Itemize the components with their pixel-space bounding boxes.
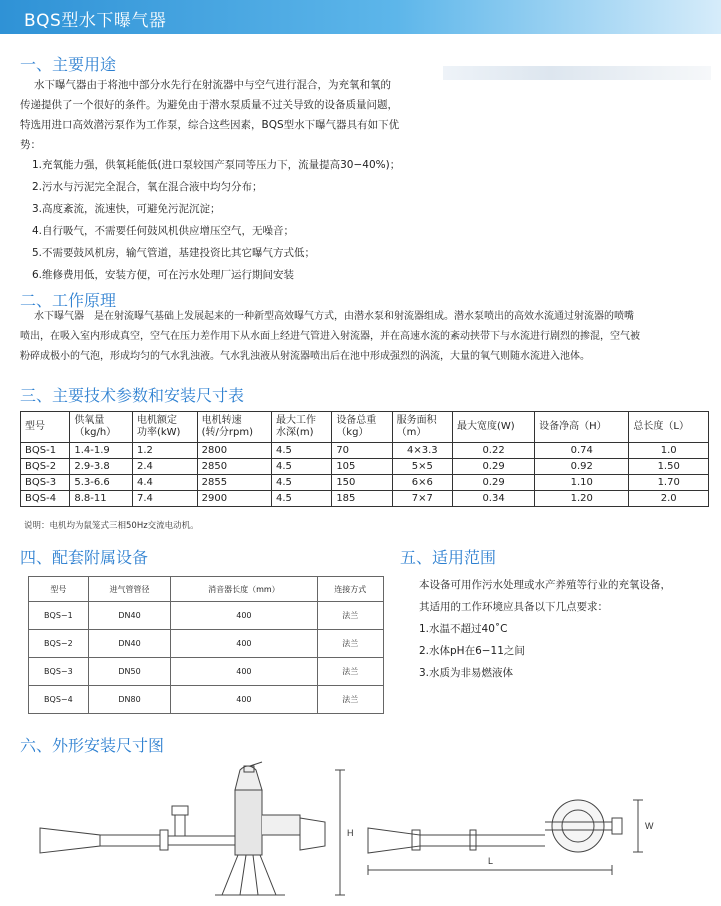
paragraph-line: 特选用进口高效潜污泵作为工作泵，综合这些因素，BQS型水下曝气器具有如下优 bbox=[20, 119, 400, 131]
paragraph-line: 势： bbox=[20, 139, 41, 151]
table-row: BQS−3 DN50 400 法兰 bbox=[29, 658, 384, 686]
list-item: 1.充氧能力强，供氧耗能低(进口泵较国产泵同等压力下，流量提高30−40%)； bbox=[32, 159, 401, 171]
tech-params-table bbox=[20, 411, 709, 507]
section1-heading: 一、主要用途 bbox=[20, 55, 117, 74]
list-item: 5.不需要鼓风机房，输气管道，基建投资比其它曝气方式低； bbox=[32, 247, 316, 259]
pump-top-view bbox=[552, 800, 604, 852]
table-row: BQS−2 DN40 400 法兰 bbox=[29, 630, 384, 658]
title-bar bbox=[0, 0, 721, 34]
list-item: 2.污水与污泥完全混合，氧在混合液中均匀分布； bbox=[32, 181, 263, 193]
table-row: BQS-1 1.4-1.9 1.2 2800 4.5 70 4×3.3 0.22 0.74 1.0 bbox=[21, 443, 709, 459]
paragraph-line: 其适用的工作环境应具备以下几点要求： bbox=[419, 601, 608, 613]
paragraph-line: 喷出，在吸入室内形成真空，空气在压力差作用下从水面上经进气管进入射流器，并在高速水流的紊动挟带下与水流进行剧烈的掺混，空气被 bbox=[20, 331, 640, 342]
header-cell: 最大工作 水深(m) bbox=[271, 412, 331, 443]
list-item: 2.水体pH在6−11之间 bbox=[419, 645, 525, 657]
list-item: 3.高度紊流，流速快，可避免污泥沉淀； bbox=[32, 203, 221, 215]
header-cell: 设备总重 （kg） bbox=[332, 412, 392, 443]
paragraph-line: 本设备可用作污水处理或水产养殖等行业的充氧设备， bbox=[419, 579, 671, 591]
header-cell: 最大宽度(W) bbox=[453, 412, 535, 443]
paragraph-line: 粉碎成极小的气泡，形成均匀的气水乳浊液。气水乳浊液从射流器喷出后在池中形成强烈的涡流，大量的氧气则随水流进入池体。 bbox=[20, 351, 590, 362]
header-cell: 型号 bbox=[21, 412, 70, 443]
paragraph-line: 传递提供了一个很好的条件。为避免由于潜水泵质量不过关导致的设备质量问题， bbox=[20, 99, 398, 111]
header-cell: 供氧量 （kg/h） bbox=[70, 412, 133, 443]
decorative-strip bbox=[443, 66, 711, 80]
list-item: 3.水质为非易燃液体 bbox=[419, 667, 514, 679]
list-item: 1.水温不超过40˚C bbox=[419, 623, 508, 635]
table-header-row: 型号 进气管管径 消音器长度（mm） 连接方式 bbox=[29, 577, 384, 602]
table-row: BQS-2 2.9-3.8 2.4 2850 4.5 105 5×5 0.29 0.92 1.50 bbox=[21, 459, 709, 475]
pump-body bbox=[235, 790, 262, 855]
table-row: BQS-3 5.3-6.6 4.4 2855 4.5 150 6×6 0.29 1.10 1.70 bbox=[21, 475, 709, 491]
header-cell: 总长度（L） bbox=[629, 412, 709, 443]
section5-heading: 五、适用范围 bbox=[400, 548, 497, 567]
list-item: 6.维修费用低，安装方便，可在污水处理厂运行期间安装 bbox=[32, 269, 295, 281]
air-inlet-pipe bbox=[175, 815, 185, 836]
section2-heading: 二、工作原理 bbox=[20, 291, 117, 310]
header-cell: 电机额定 功率(kW) bbox=[132, 412, 197, 443]
header-cell: 设备净高（H） bbox=[535, 412, 629, 443]
table-row: BQS−1 DN40 400 法兰 bbox=[29, 602, 384, 630]
section6-heading: 六、外形安装尺寸图 bbox=[20, 736, 165, 755]
table-row: BQS−4 DN80 400 法兰 bbox=[29, 686, 384, 714]
section3-heading: 三、主要技术参数和安装尺寸表 bbox=[20, 386, 245, 405]
list-item: 4.自行吸气，不需要任何鼓风机供应增压空气，无噪音； bbox=[32, 225, 295, 237]
table-note: 说明：电机均为鼠笼式三相50Hz交流电动机。 bbox=[24, 521, 199, 531]
installation-drawing bbox=[0, 752, 721, 906]
paragraph-line: 水下曝气器 是在射流曝气基础上发展起来的一种新型高效曝气方式，由潜水泵和射流器组成。潜水泵喷出的高效水流通过射流器的喷嘴 bbox=[34, 311, 634, 322]
paragraph-line: 水下曝气器由于将池中部分水先行在射流器中与空气进行混合，为充氧和氧的 bbox=[34, 79, 391, 91]
diffuser-cone-left bbox=[40, 828, 100, 853]
table-header-row bbox=[21, 412, 709, 443]
dim-label-width: W bbox=[645, 821, 654, 831]
header-cell: 服务面积 （m） bbox=[392, 412, 452, 443]
header-cell: 电机转速 (转/分rpm) bbox=[197, 412, 271, 443]
table-row: BQS-4 8.8-11 7.4 2900 4.5 185 7×7 0.34 1.20 2.0 bbox=[21, 491, 709, 507]
dim-label-length: L bbox=[488, 856, 494, 866]
section4-heading: 四、配套附属设备 bbox=[20, 548, 149, 567]
page-title: BQS型水下曝气器 bbox=[24, 11, 167, 31]
dim-label-height: H bbox=[347, 828, 354, 838]
accessories-table bbox=[28, 576, 384, 714]
